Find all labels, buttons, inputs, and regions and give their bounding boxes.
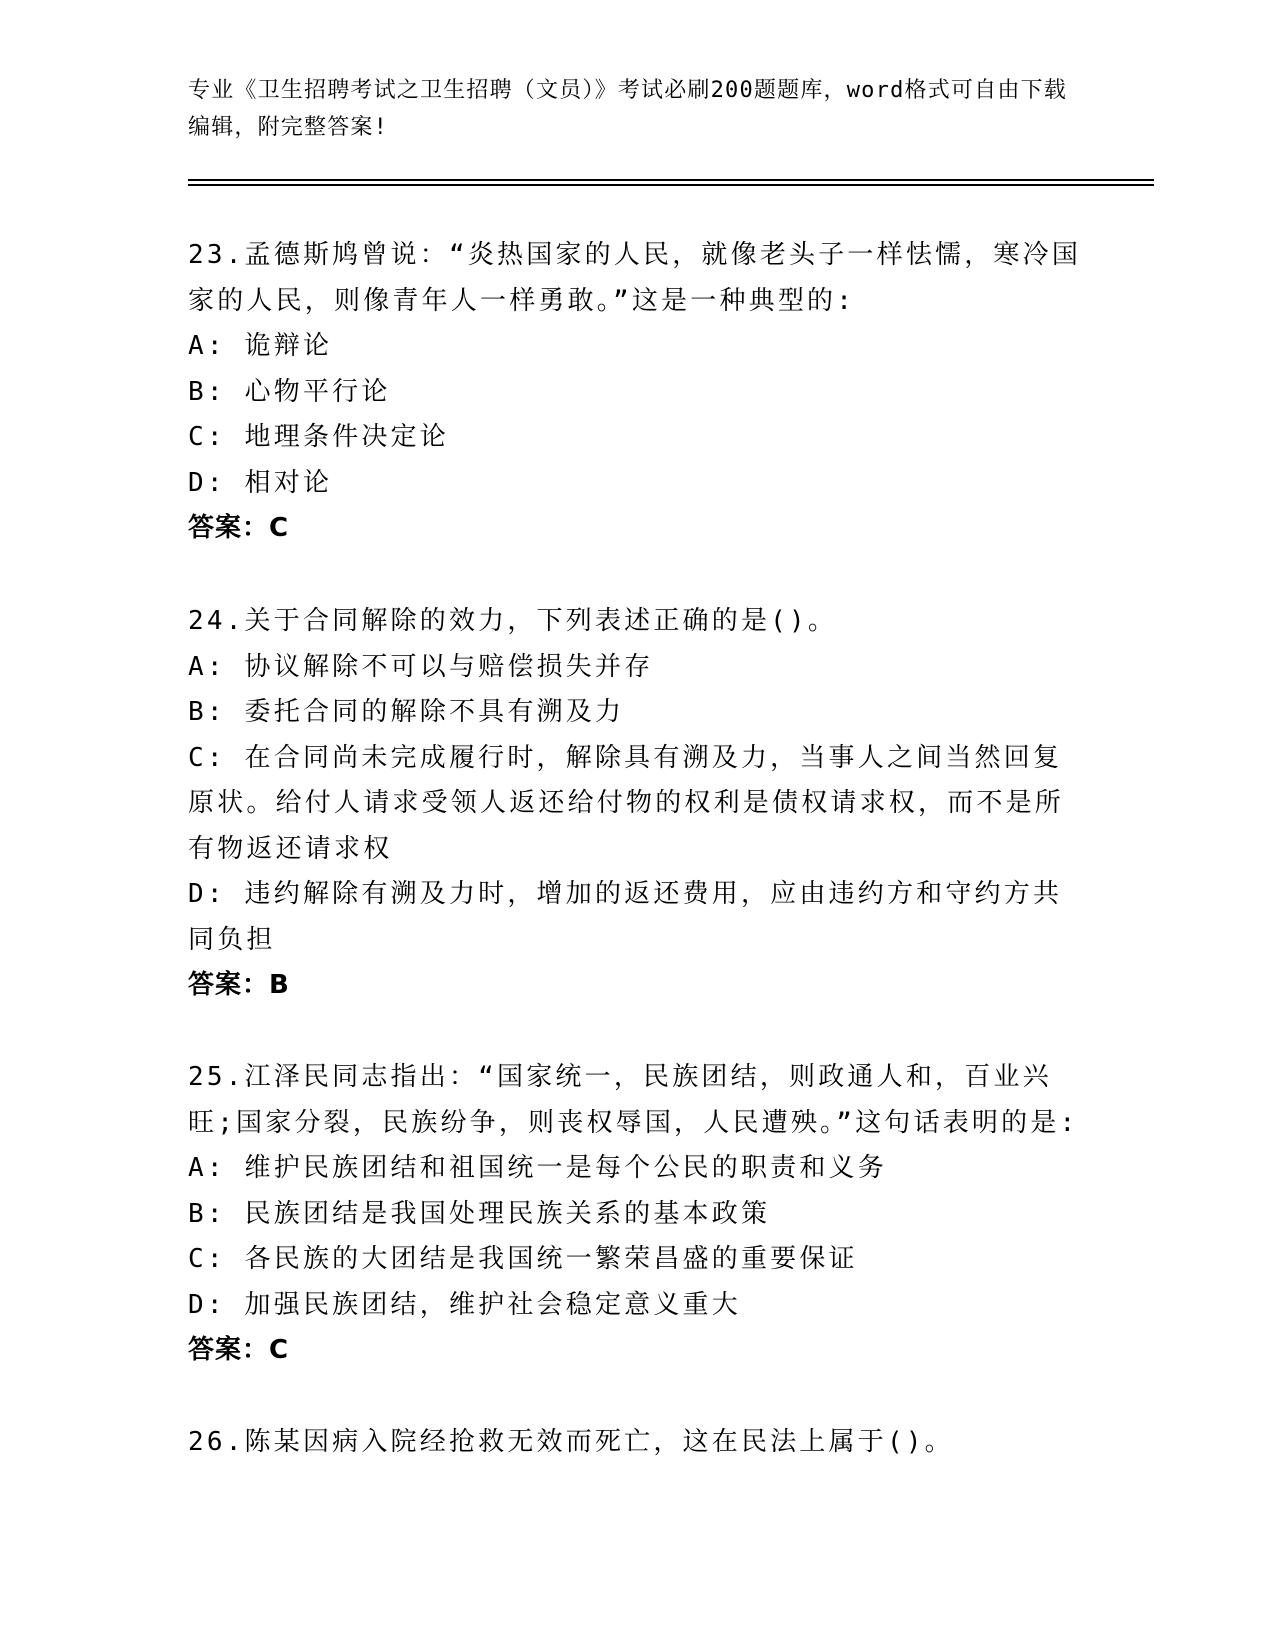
question-24 (188, 599, 1088, 1009)
option-a: A: 维护民族团结和祖国统一是每个公民的职责和义务 (188, 1153, 887, 1183)
option-d: D: 违约解除有溯及力时，增加的返还费用，应由违约方和守约方共同负担 (188, 879, 1063, 955)
option-d: D: 加强民族团结，维护社会稳定意义重大 (188, 1289, 741, 1320)
question-23 (188, 233, 1088, 552)
header-divider-top (188, 179, 1154, 181)
question-26 (188, 1420, 1088, 1466)
question-25 (188, 1055, 1088, 1374)
answer: 答案：C (188, 1335, 290, 1365)
question-stem: 23.孟德斯鸠曾说：“炎热国家的人民，就像老头子一样怯懦，寒冷国家的人民，则像青年人一样勇敢。”这是一种典型的: (188, 240, 1082, 316)
answer: 答案：C (188, 513, 290, 543)
question-stem: 26.陈某因病入院经抢救无效而死亡，这在民法上属于()。 (188, 1427, 954, 1457)
option-c: C: 在合同尚未完成履行时，解除具有溯及力，当事人之间当然回复原状。给付人请求受领人返还给付物的权利是债权请求权，而不是所有物返还请求权 (188, 742, 1065, 864)
header-divider-bottom (188, 184, 1154, 186)
answer: 答案：B (188, 970, 290, 1000)
option-b: B: 心物平行论 (188, 376, 391, 407)
question-stem: 24.关于合同解除的效力，下列表述正确的是()。 (188, 606, 838, 636)
document-header: 专业《卫生招聘考试之卫生招聘（文员）》考试必刷200题题库，word格式可自由下载编辑，附完整答案! (188, 78, 1067, 140)
option-a: A: 协议解除不可以与赔偿损失并存 (188, 651, 654, 682)
question-stem: 25.江泽民同志指出：“国家统一，民族团结，则政通人和，百业兴旺;国家分裂，民族纷争，则丧权辱国，人民遭殃。”这句话表明的是: (188, 1062, 1079, 1138)
option-c: C: 各民族的大团结是我国统一繁荣昌盛的重要保证 (188, 1244, 858, 1274)
option-d: D: 相对论 (188, 467, 333, 498)
option-b: B: 委托合同的解除不具有溯及力 (188, 697, 625, 727)
option-b: B: 民族团结是我国处理民族关系的基本政策 (188, 1198, 771, 1229)
option-a: A: 诡辩论 (188, 331, 333, 361)
option-c: C: 地理条件决定论 (188, 422, 449, 452)
